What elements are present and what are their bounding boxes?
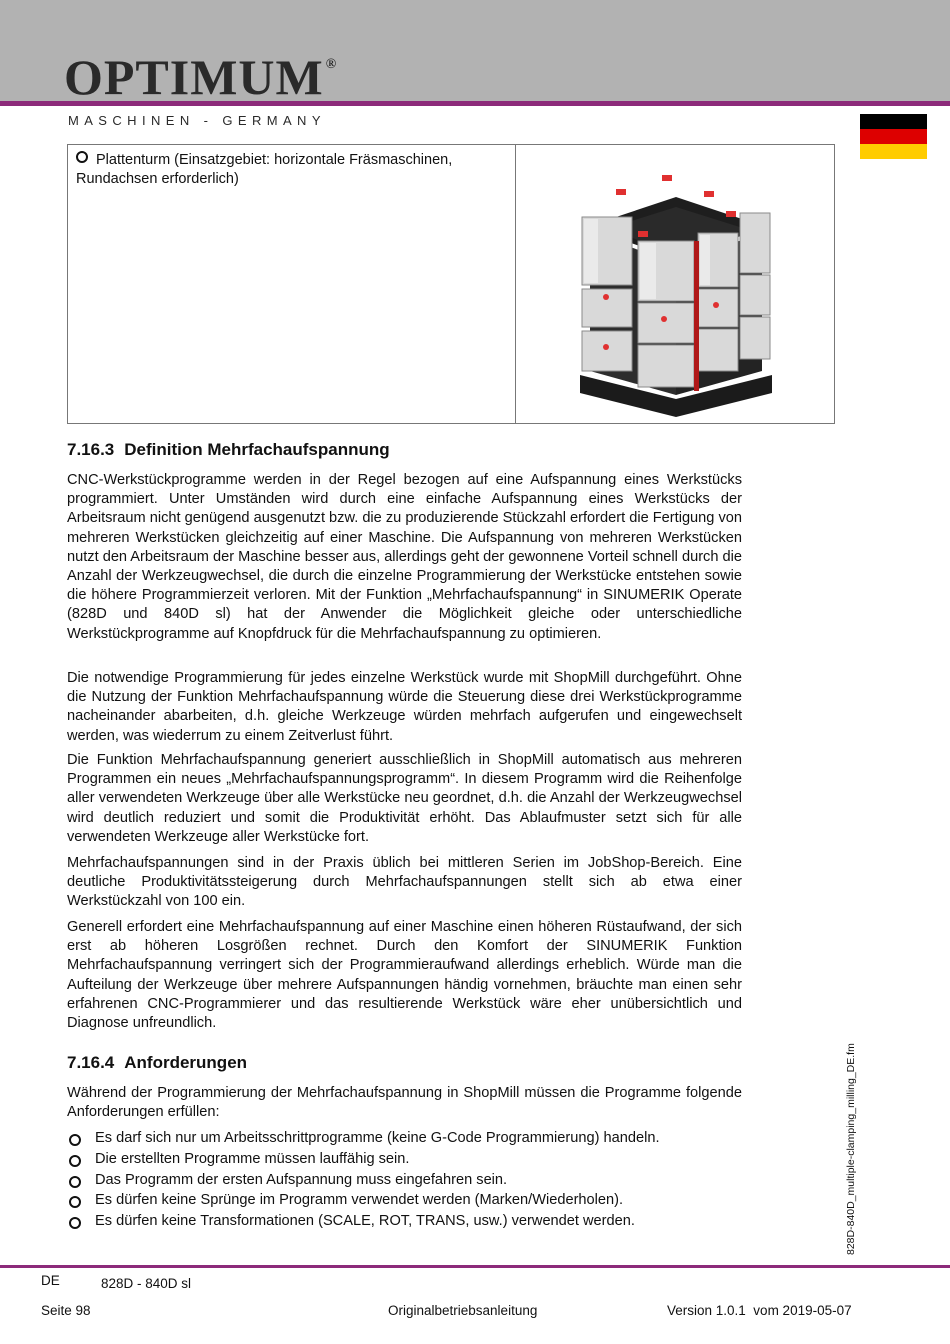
paragraph-4: Mehrfachaufspannungen sind in der Praxis üblich bei mittleren Serien im JobShop-Bereich. Eine deutliche Produktivitätssteigerung durch Mehrfachaufspannungen stellt sich ab etwa einer Werkstückzahl von 100 ein. bbox=[67, 855, 742, 910]
paragraph-2: Die notwendige Programmierung für jedes einzelne Werkstück wurde mit ShopMill durchgeführt. Ohne die Nutzung der Funktion Mehrfachaufspannung würde die Steuerung diese drei Werkstückprogramme nacheinander abarbeiten, d.h. gleiche Werkzeuge würden mehrfach aufgerufen und eingewechselt werden, was wiederrum zu einem Zeitverlust führt. bbox=[67, 670, 742, 744]
footer-version: Version 1.0.1 vom 2019-05-07 bbox=[667, 1303, 852, 1318]
bullet-icon bbox=[69, 1176, 81, 1188]
section-heading-definition: 7.16.3 Definition Mehrfachaufspannung bbox=[67, 440, 390, 459]
bullet-icon bbox=[69, 1217, 81, 1229]
table-text-cell: Plattenturm (Einsatzgebiet: horizontale Fräsmaschinen, Rundachsen erforderlich) bbox=[76, 152, 453, 187]
bullet-icon bbox=[76, 151, 88, 163]
list-item: Es dürfen keine Transformationen (SCALE, ROT, TRANS, usw.) verwendet werden. bbox=[67, 1211, 747, 1232]
footer-page-number: Seite 98 bbox=[41, 1303, 91, 1318]
requirements-list bbox=[67, 1128, 747, 1232]
flag-stripe-gold bbox=[860, 144, 927, 159]
figure-table bbox=[67, 144, 835, 424]
clamping-tower-image bbox=[576, 167, 776, 417]
requirements-intro: Während der Programmierung der Mehrfachaufspannung in ShopMill müssen die Programme folgende Anforderungen erfüllen: bbox=[67, 1085, 742, 1121]
paragraph-3: Die Funktion Mehrfachaufspannung generiert ausschließlich in ShopMill automatisch aus mehreren Programmen ein neues „Mehrfachaufspannungsprogramm“. In diesem Programm wird die Reihenfolge aller verwendeten Werkzeuge über alle Werkstücke neu geordnet, d.h. die Anzahl der Werkzeugwechsel wird deutlich reduziert und somit die Produktivität erhöht. Das Ablaufmuster setzt sich für alle verwendeten Werkzeuge aller Werkstücke fort. bbox=[67, 752, 742, 845]
footer-language: DE bbox=[41, 1273, 60, 1288]
section-heading-requirements: 7.16.4 Anforderungen bbox=[67, 1053, 248, 1072]
bullet-icon bbox=[69, 1196, 81, 1208]
brand-tagline: MASCHINEN - GERMANY bbox=[68, 113, 326, 128]
german-flag-icon bbox=[860, 114, 927, 159]
list-item: Die erstellten Programme müssen lauffähig sein. bbox=[67, 1149, 747, 1170]
list-item: Das Programm der ersten Aufspannung muss eingefahren sein. bbox=[67, 1170, 747, 1191]
table-divider bbox=[515, 145, 516, 423]
footer-model: 828D - 840D sl bbox=[101, 1276, 192, 1291]
source-filename: 828D-840D_multiple-clamping_milling_DE.fm bbox=[845, 1043, 857, 1255]
bullet-icon bbox=[69, 1155, 81, 1167]
list-item: Es dürfen keine Sprünge im Programm verwendet werden (Marken/Wiederholen). bbox=[67, 1190, 747, 1211]
flag-stripe-red bbox=[860, 129, 927, 144]
footer-document-type: Originalbetriebsanleitung bbox=[388, 1303, 538, 1318]
brand-logo: OPTIMUM ® bbox=[64, 49, 338, 105]
flag-stripe-black bbox=[860, 114, 927, 129]
bullet-icon bbox=[69, 1134, 81, 1146]
footer-rule bbox=[0, 1265, 950, 1268]
paragraph-1: CNC-Werkstückprogramme werden in der Regel bezogen auf eine Aufspannung eines Werkstücks programmiert. Unter Umständen wird durch eine einfache Aufspannung eines Werkstücks der Arbeitsraum nicht genügend ausgenutzt bzw. die zu produzierende Stückzahl erfordert die Fertigung von mehreren Werkstücken gleichzeitig auf einer Maschine. Die Aufspannung von mehreren Werkstücken nutzt den Arbeitsraum der Maschine besser aus, allerdings geht der gewonnene Vorteil schnell durch die Anzahl der Werkzeugwechsel, die durch die einzelne Programmierung der Werkstücke entstehen sowie die höhere Programmierzeit verloren. Mit der Funktion „Mehrfachaufspannung“ in SINUMERIK Operate (828D und 840D sl) hat der Anwender die Möglichkeit gleiche oder unterschiedliche Werkstückprogramme auf Knopfdruck für die Mehrfachaufspannung zu optimieren. bbox=[67, 472, 742, 642]
paragraph-5: Generell erfordert eine Mehrfachaufspannung auf einer Maschine einen höheren Rüstaufwand, der sich erst ab höheren Losgrößen rechnet. Durch den Komfort der SINUMERIK Funktion Mehrfachaufspannung verringert sich der Programmieraufwand allerdings erheblich. Würde man die Aufteilung der Werkzeuge über mehrere Aufspannungen händig vornehmen, bräuchte man einen sehr erfahrenen CNC-Programmierer und das resultierende Werkstück wäre eher unübersichtlich und Diagnose unfreundlich. bbox=[67, 919, 742, 1032]
list-item: Es darf sich nur um Arbeitsschrittprogramme (keine G-Code Programmierung) handeln. bbox=[67, 1128, 747, 1149]
